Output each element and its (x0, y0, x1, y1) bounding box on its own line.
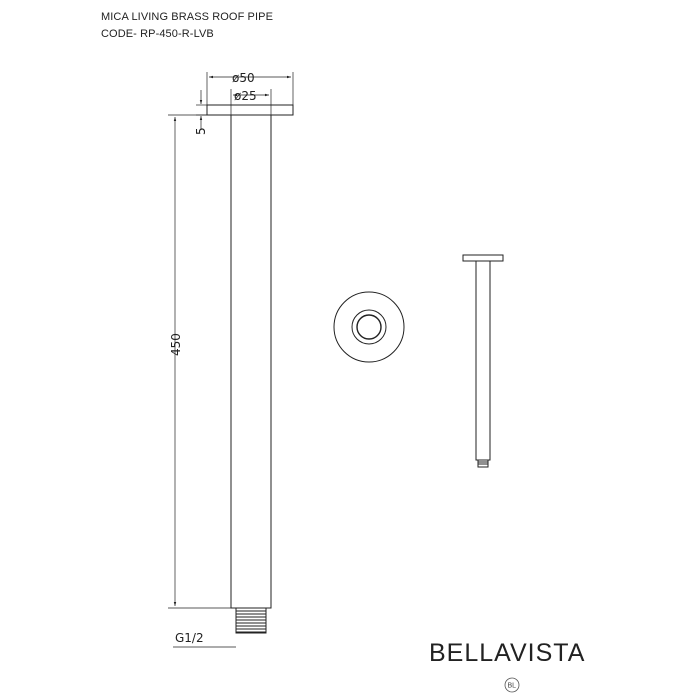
product-title: MICA LIVING BRASS ROOF PIPE (101, 11, 274, 23)
dim-flange-thickness: 5 (194, 127, 208, 135)
elevation-view (168, 72, 293, 647)
plan-view (334, 292, 404, 362)
pipe-body (231, 115, 271, 608)
product-code: CODE- RP-450-R-LVB (101, 28, 214, 40)
dim-pipe-diameter: ø25 (234, 89, 257, 103)
brand-mark-logo (505, 678, 519, 692)
side-view (463, 255, 503, 467)
thread-end (236, 608, 266, 633)
dim-flange-diameter: ø50 (232, 71, 255, 85)
dim-thread: G1/2 (175, 631, 204, 645)
dim-length: 450 (169, 333, 183, 356)
brand-logo-text: BELLAVISTA (429, 639, 586, 667)
brand-mark-text: BL (507, 682, 517, 690)
flange-outline (207, 105, 293, 115)
